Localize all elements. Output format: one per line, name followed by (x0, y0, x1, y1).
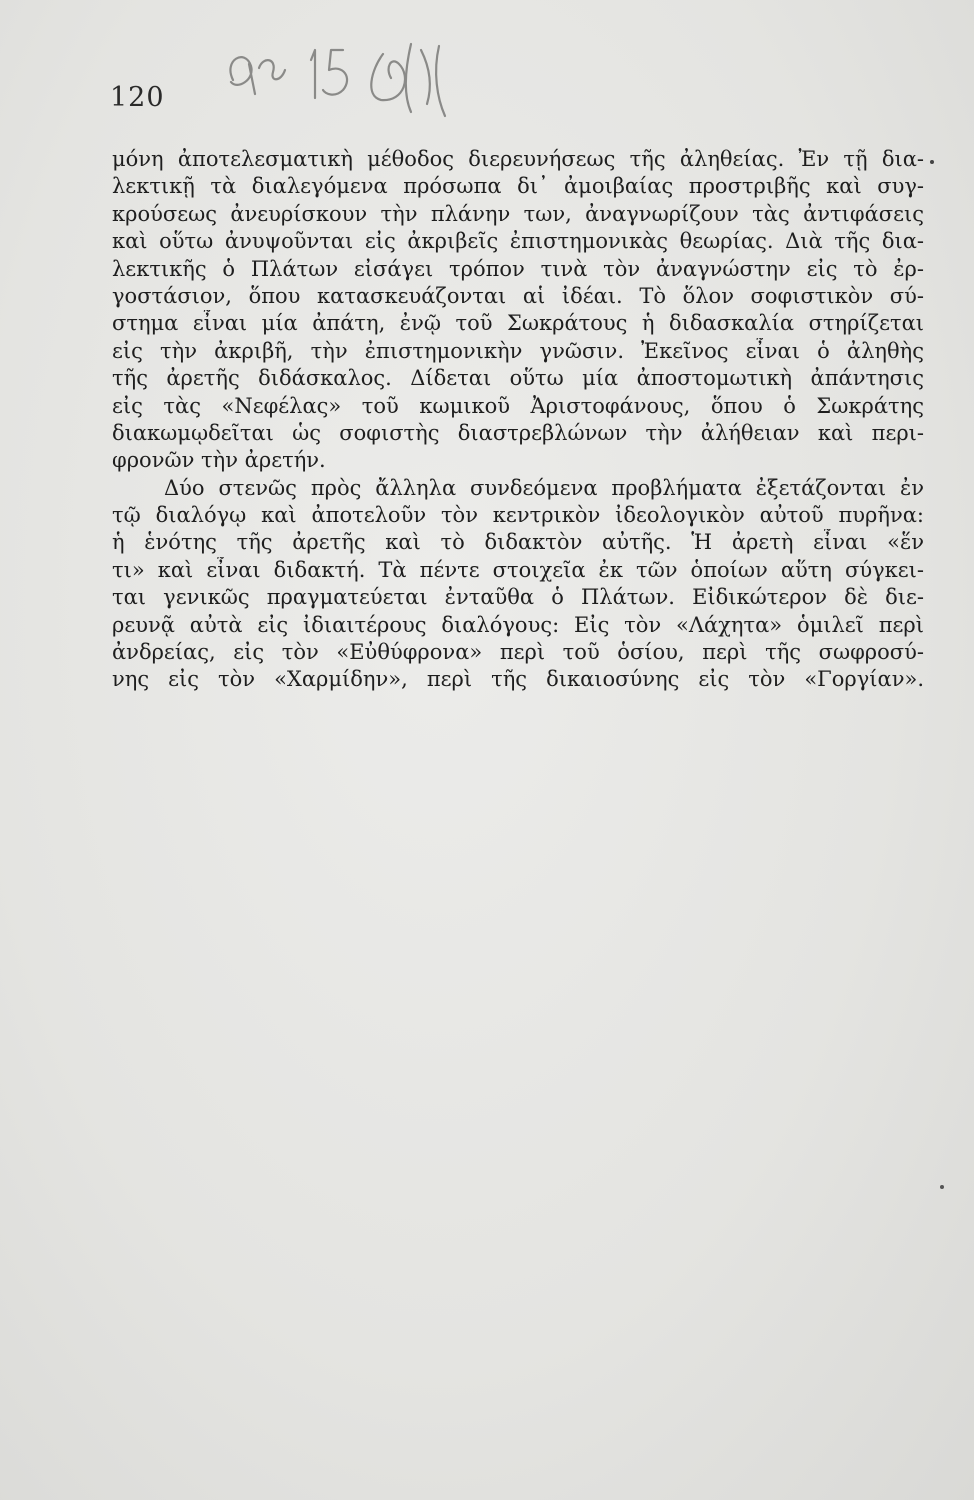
text-line: γοστάσιον, ὅπου κατασκευάζονται αἱ ἰδέαι. Τὸ ὅλον σοφιστικὸν σύ- (112, 283, 924, 308)
paragraph (112, 475, 924, 694)
text-line: λεκτικῇ τὰ διαλεγόμενα πρόσωπα δι᾽ ἀμοιβαίας προστριβῆς καὶ συγ- (112, 174, 924, 199)
text-line: τῷ διαλόγῳ καὶ ἀποτελοῦν τὸν κεντρικὸν ἰδεολογικὸν αὐτοῦ πυρῆνα: (112, 503, 924, 528)
page-number: 120 (110, 82, 165, 113)
paragraph (112, 146, 924, 475)
text-line: εἰς τὴν ἀκριβῆ, τὴν ἐπιστημονικὴν γνῶσιν. Ἐκεῖνος εἶναι ὁ ἀληθὴς (112, 338, 924, 363)
text-line: εἰς τὰς «Νεφέλας» τοῦ κωμικοῦ Ἀριστοφάνους, ὅπου ὁ Σωκράτης (112, 393, 924, 418)
text-line: καὶ οὕτω ἀνυψοῦνται εἰς ἀκριβεῖς ἐπιστημονικὰς θεωρίας. Διὰ τῆς δια- (112, 229, 924, 254)
text-line: ἡ ἑνότης τῆς ἀρετῆς καὶ τὸ διδακτὸν αὐτῆς. Ἡ ἀρετὴ εἶναι «ἕν (112, 530, 924, 555)
text-line: ρευνᾷ αὐτὰ εἰς ἰδιαιτέρους διαλόγους: Εἰς τὸν «Λάχητα» ὁμιλεῖ περὶ (112, 612, 924, 637)
text-line: λεκτικῆς ὁ Πλάτων εἰσάγει τρόπον τινὰ τὸν ἀναγνώστην εἰς τὸ ἐρ- (112, 256, 924, 281)
ink-dot (940, 1185, 944, 1189)
text-line: κρούσεως ἀνευρίσκουν τὴν πλάνην των, ἀναγνωρίζουν τὰς ἀντιφάσεις (112, 201, 924, 226)
text-line: στημα εἶναι μία ἀπάτη, ἐνῷ τοῦ Σωκράτους ἡ διδασκαλία στηρίζεται (112, 311, 924, 336)
handwritten-annotation (215, 20, 475, 130)
text-line: ἀνδρείας, εἰς τὸν «Εὐθύφρονα» περὶ τοῦ ὁσίου, περὶ τῆς σωφροσύ- (112, 640, 924, 665)
text-line: μόνη ἀποτελεσματικὴ μέθοδος διερευνήσεως τῆς ἀληθείας. Ἐν τῇ δια- (112, 147, 924, 171)
text-line: διακωμῳδεῖται ὡς σοφιστὴς διαστρεβλώνων τὴν ἀλήθειαν καὶ περι- (112, 420, 924, 445)
ink-dot (930, 160, 934, 164)
text-line: Δύο στενῶς πρὸς ἄλληλα συνδεόμενα προβλήματα ἐξετάζονται ἐν (164, 475, 924, 500)
text-line: φρονῶν τὴν ἀρετήν. (112, 448, 326, 473)
text-line: τῆς ἀρετῆς διδάσκαλος. Δίδεται οὕτω μία ἀποστομωτικὴ ἀπάντησις (112, 366, 924, 391)
text-line: ται γενικῶς πραγματεύεται ἐνταῦθα ὁ Πλάτων. Εἰδικώτερον δὲ διε- (112, 585, 924, 610)
text-line: νης εἰς τὸν «Χαρμίδην», περὶ τῆς δικαιοσύνης εἰς τὸν «Γοργίαν». (112, 667, 924, 692)
body-text (112, 146, 924, 694)
text-line: τι» καὶ εἶναι διδακτή. Τὰ πέντε στοιχεῖα ἐκ τῶν ὁποίων αὕτη σύγκει- (112, 557, 924, 582)
